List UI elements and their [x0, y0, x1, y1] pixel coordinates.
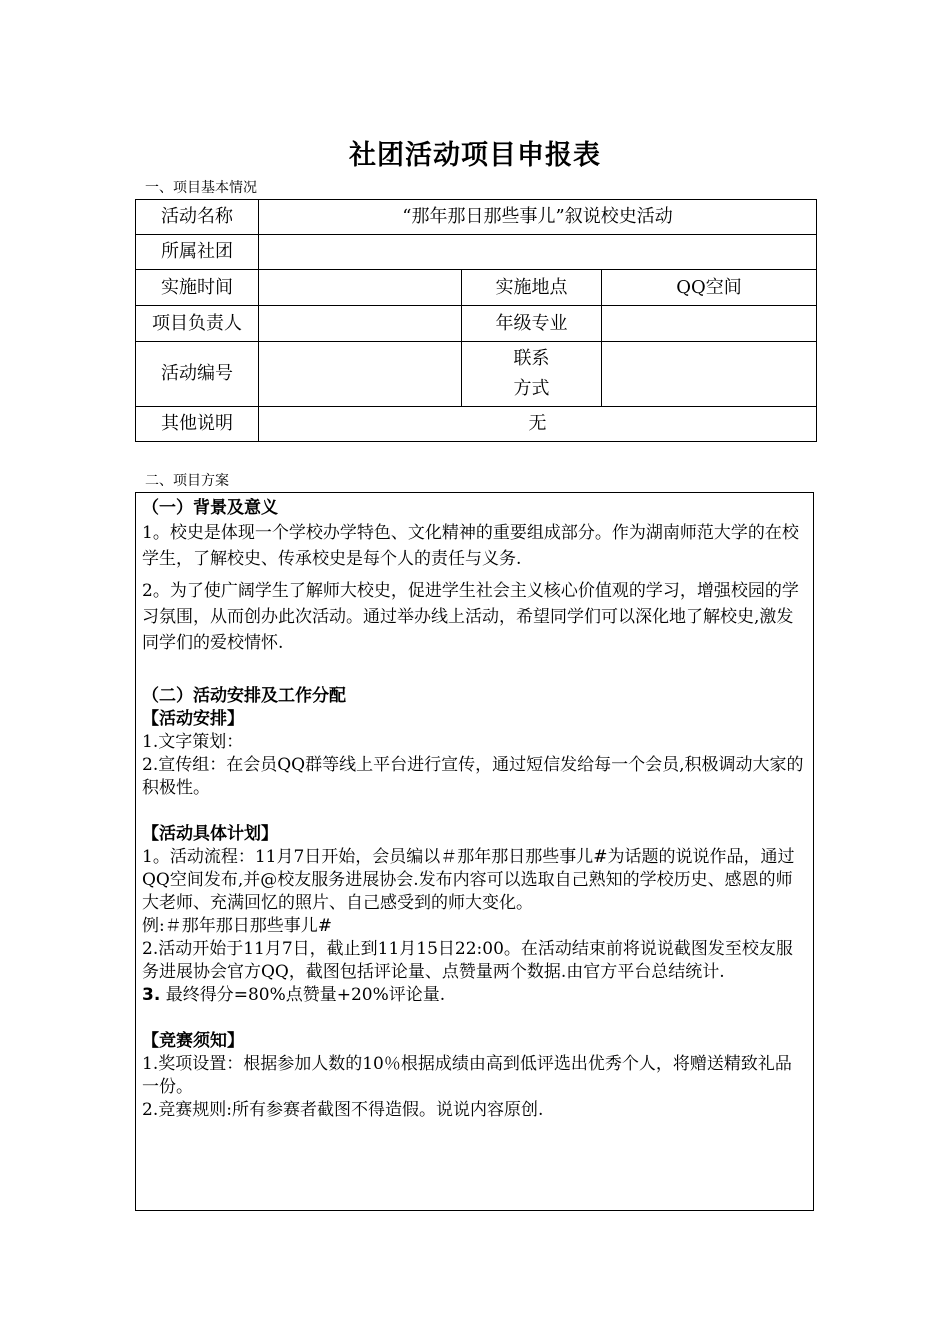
contact-label	[462, 342, 602, 407]
arrangement-item-2: 2.宣传组：在会员QQ群等线上平台进行宣传，通过短信发给每一个会员,积极调动大家的积极性。	[142, 755, 804, 798]
other-value: 无	[259, 407, 817, 442]
background-paragraph-1: 1。校史是体现一个学校办学特色、文化精神的重要组成部分。作为湖南师范大学的在校学生，了解校史、传承校史是每个人的责任与义务.	[142, 523, 799, 569]
plan-item-3-number: 3.	[142, 985, 161, 1005]
grade-value	[602, 306, 817, 342]
activity-arrangement-heading: 【活动安排】	[142, 709, 244, 729]
competition-notice-heading: 【竞赛须知】	[142, 1031, 244, 1051]
plan-item-1: 1。活动流程：11月7日开始，会员编以＃那年那日那些事儿#为话题的说说作品，通过QQ空间发布,并@校友服务进展协会.发布内容可以选取自己熟知的学校历史、感恩的师大老师、充满回忆的照片、自己感受到的师大变化。	[142, 847, 795, 913]
club-value	[259, 235, 817, 270]
arrangement-heading: （二）活动安排及工作分配	[142, 686, 346, 706]
page-title: 社团活动项目申报表	[349, 140, 601, 171]
place-value: QQ空间	[602, 270, 817, 306]
activity-name-value: “那年那日那些事儿”叙说校史活动	[259, 200, 817, 235]
plan-item-2: 2.活动开始于11月7日，截止到11月15日22:00。在活动结束前将说说截图发至校友服务进展协会官方QQ，截图包括评论量、点赞量两个数据.由官方平台总结统计.	[142, 939, 793, 982]
background-heading: （一）背景及意义	[142, 498, 278, 518]
leader-label: 项目负责人	[136, 306, 259, 342]
project-plan-box	[135, 492, 814, 1211]
time-label: 实施时间	[136, 270, 259, 306]
number-value	[259, 342, 462, 407]
section-2-label: 二、项目方案	[145, 473, 229, 489]
contact-label-line-1: 联系	[513, 348, 550, 369]
time-value	[259, 270, 462, 306]
notice-item-2: 2.竞赛规则:所有参赛者截图不得造假。说说内容原创.	[142, 1100, 544, 1120]
arrangement-item-1: 1.文字策划：	[142, 732, 244, 752]
contact-value	[602, 342, 817, 407]
club-label: 所属社团	[136, 235, 259, 270]
detailed-plan-heading: 【活动具体计划】	[142, 824, 278, 844]
activity-name-label: 活动名称	[136, 200, 259, 235]
leader-value	[259, 306, 462, 342]
plan-example: 例:＃那年那日那些事儿#	[142, 916, 332, 936]
plan-item-3	[142, 984, 807, 1007]
place-label: 实施地点	[462, 270, 602, 306]
section-1-label: 一、项目基本情况	[145, 180, 257, 196]
background-paragraph-2: 2。为了使广阔学生了解师大校史，促进学生社会主义核心价值观的学习，增强校园的学习氛围，从而创办此次活动。通过举办线上活动，希望同学们可以深化地了解校史,激发同学们的爱校情怀.	[142, 581, 799, 653]
basic-info-table	[135, 199, 817, 442]
plan-item-3-text: 最终得分=80%点赞量+20%评论量.	[160, 985, 446, 1005]
grade-label: 年级专业	[462, 306, 602, 342]
notice-item-1: 1.奖项设置：根据参加人数的10％根据成绩由高到低评选出优秀个人，将赠送精致礼品一份。	[142, 1054, 792, 1097]
number-label: 活动编号	[136, 342, 259, 407]
contact-label-line-2: 方式	[513, 378, 550, 399]
other-label: 其他说明	[136, 407, 259, 442]
